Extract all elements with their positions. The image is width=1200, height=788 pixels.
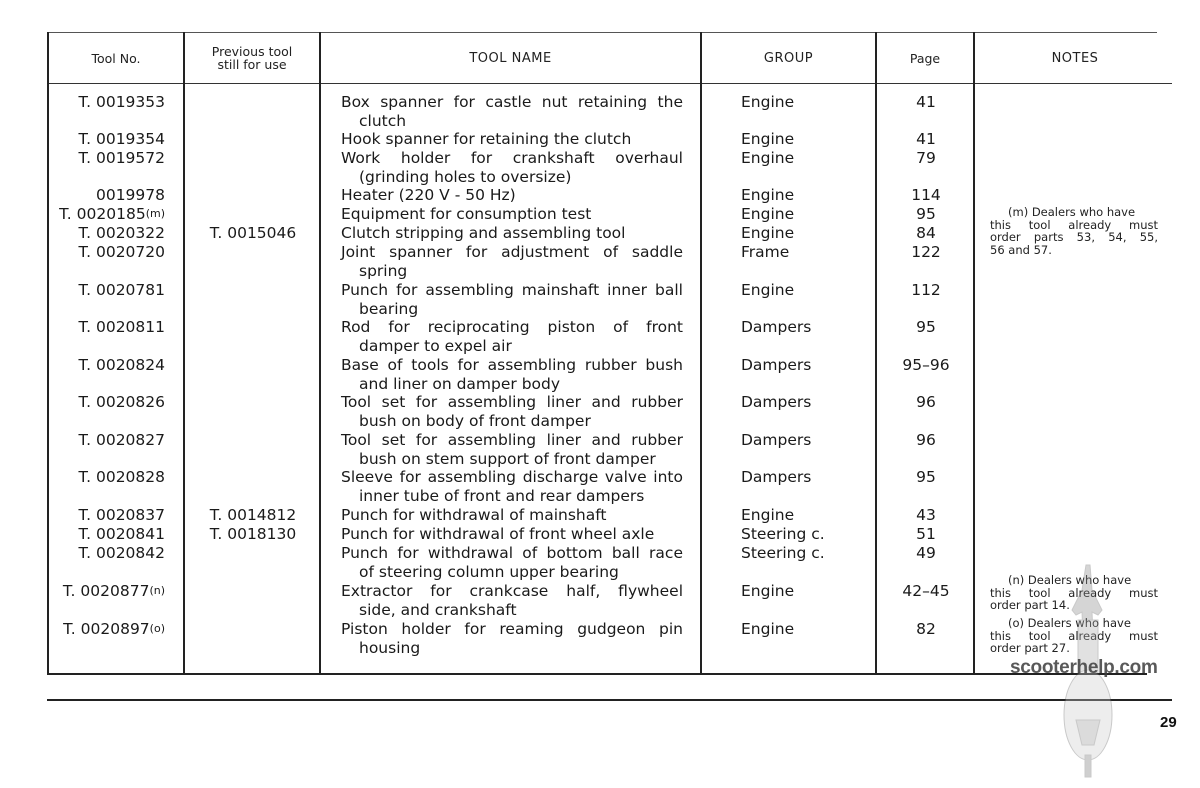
- tool-group: Engine: [741, 205, 795, 223]
- tool-number-value: T. 0020897: [63, 620, 150, 638]
- tool-name: [341, 620, 683, 658]
- header-previous-line1: Previous tool: [211, 44, 293, 59]
- tool-name: [341, 506, 683, 525]
- tool-group: Frame: [741, 243, 790, 261]
- table-bottom-rule: [47, 673, 1147, 675]
- tool-number: [30, 281, 165, 300]
- tool-name: [341, 130, 683, 149]
- tool-name-line1: Box spanner for castle nut retaining the: [341, 93, 683, 111]
- tool-name-line1: Sleeve for assembling discharge valve into: [341, 468, 683, 486]
- header-tool-no: Tool No.: [91, 50, 141, 66]
- tool-number: [30, 93, 165, 112]
- tool-name-line2: spring: [359, 261, 408, 280]
- tool-name-line1: Rod for reciprocating piston of front: [341, 318, 683, 336]
- tool-number: [30, 431, 165, 450]
- tool-number-value: T. 0020811: [78, 318, 165, 336]
- tool-page: 79: [916, 149, 936, 167]
- tool-name-line2: housing: [359, 638, 421, 657]
- tool-name: [341, 186, 683, 205]
- tool-number-value: T. 0020827: [78, 431, 165, 449]
- tool-name-line2: of steering column upper bearing: [359, 562, 619, 581]
- column-divider: [47, 32, 49, 674]
- tool-number-value: T. 0020842: [78, 544, 165, 562]
- note-m: [990, 206, 1158, 256]
- tool-number-value: T. 0020185: [59, 205, 146, 223]
- tool-number: [30, 544, 165, 563]
- header-page: Page: [909, 50, 941, 66]
- tool-name: [341, 243, 683, 281]
- tool-name: [341, 356, 683, 394]
- tool-number: [30, 525, 165, 544]
- column-divider: [875, 32, 877, 674]
- note-n-line: (n) Dealers who have: [1008, 573, 1132, 587]
- tool-name: [341, 318, 683, 356]
- tool-page: 95: [916, 468, 936, 486]
- note-n-line: order part 14.: [990, 598, 1070, 612]
- tool-number-value: T. 0020841: [78, 525, 165, 543]
- tool-page: 41: [916, 93, 936, 111]
- tool-number: [30, 620, 165, 639]
- previous-tool: T. 0018130: [209, 525, 297, 543]
- footnote-mark: (n): [149, 584, 165, 597]
- tool-number: [30, 582, 165, 601]
- tool-group: Engine: [741, 93, 795, 111]
- tool-group: Steering c.: [741, 544, 825, 562]
- note-m-line: (m) Dealers who have: [1008, 205, 1136, 219]
- tool-name-line2: clutch: [359, 111, 407, 130]
- tool-group: Engine: [741, 506, 795, 524]
- tool-number: [30, 506, 165, 525]
- header-rule: [47, 83, 1172, 84]
- tool-group: Engine: [741, 582, 795, 600]
- tool-name-line1: Piston holder for reaming gudgeon pin: [341, 620, 683, 638]
- tool-page: 95: [916, 205, 936, 223]
- note-n: [990, 574, 1158, 612]
- tool-page: 43: [916, 506, 936, 524]
- tool-name-line2: damper to expel air: [359, 336, 512, 355]
- tool-group: Engine: [741, 186, 795, 204]
- tool-group: Dampers: [741, 431, 812, 449]
- tool-group: Dampers: [741, 393, 812, 411]
- tool-group: Engine: [741, 281, 795, 299]
- tool-page: 96: [916, 431, 936, 449]
- tool-name: [341, 93, 683, 131]
- tool-number: [30, 186, 165, 205]
- previous-tool: T. 0015046: [209, 224, 297, 242]
- header-previous-line2: still for use: [217, 57, 287, 72]
- tool-name-line1: Punch for withdrawal of mainshaft: [341, 506, 607, 524]
- tool-name-line1: Base of tools for assembling rubber bush: [341, 356, 683, 374]
- tool-page: 84: [916, 224, 936, 242]
- tool-number-value: T. 0019572: [78, 149, 165, 167]
- tool-name-line1: Extractor for crankcase half, flywheel: [341, 582, 683, 600]
- tool-number-value: T. 0019354: [78, 130, 165, 148]
- tool-page: 114: [911, 186, 941, 204]
- tool-page: 41: [916, 130, 936, 148]
- tool-name-line1: Work holder for crankshaft overhaul: [341, 149, 683, 167]
- tool-name: [341, 582, 683, 620]
- tool-number: [30, 468, 165, 487]
- page-footer-rule: [47, 699, 1172, 701]
- tool-name-line1: Tool set for assembling liner and rubber: [341, 431, 683, 449]
- header-previous-tool: [185, 33, 319, 83]
- note-n-line: this tool already must: [990, 585, 1158, 600]
- tool-page: 112: [911, 281, 941, 299]
- note-o: [990, 617, 1158, 655]
- tool-name: [341, 205, 683, 224]
- tool-name-line1: Punch for assembling mainshaft inner ball: [341, 281, 683, 299]
- tool-name: [341, 468, 683, 506]
- tool-number: [30, 205, 165, 224]
- tool-group: Steering c.: [741, 525, 825, 543]
- tool-number-value: T. 0020837: [78, 506, 165, 524]
- tool-name-line2: bush on body of front damper: [359, 411, 591, 430]
- header-group: GROUP: [763, 50, 814, 66]
- tool-number-value: T. 0020720: [78, 243, 165, 261]
- tool-number: [30, 318, 165, 337]
- tool-number: [30, 393, 165, 412]
- tool-number-value: T. 0020828: [78, 468, 165, 486]
- tool-name-line1: Hook spanner for retaining the clutch: [341, 130, 632, 148]
- tool-group: Engine: [741, 620, 795, 638]
- tool-number-value: 0019978: [95, 186, 165, 204]
- tool-name-line2: bearing: [359, 299, 419, 318]
- tool-name: [341, 393, 683, 431]
- tool-page: 42–45: [902, 582, 950, 600]
- tool-page: 95–96: [902, 356, 950, 374]
- note-o-line: this tool already must: [990, 628, 1158, 643]
- page-number: 29: [1160, 714, 1177, 731]
- previous-tool: T. 0014812: [209, 506, 297, 524]
- tool-name-line1: Clutch stripping and assembling tool: [341, 224, 626, 242]
- footnote-mark: (m): [145, 207, 165, 220]
- tool-name-line2: and liner on damper body: [359, 374, 561, 393]
- tool-number-value: T. 0020877: [62, 582, 150, 600]
- tool-name: [341, 224, 683, 243]
- tool-number-value: T. 0020826: [78, 393, 165, 411]
- tool-name-line2: inner tube of front and rear dampers: [359, 486, 645, 505]
- tool-name-line2: side, and crankshaft: [359, 600, 517, 619]
- tool-page: 49: [916, 544, 936, 562]
- tool-name-line1: Punch for withdrawal of bottom ball race: [341, 544, 683, 562]
- header-tool-name: TOOL NAME: [469, 50, 552, 66]
- tool-number: [30, 224, 165, 243]
- tool-number-value: T. 0019353: [78, 93, 165, 111]
- tool-name: [341, 431, 683, 469]
- column-divider: [319, 32, 321, 674]
- header-notes: NOTES: [1051, 50, 1099, 66]
- tool-name-line1: Tool set for assembling liner and rubber: [341, 393, 683, 411]
- tool-name: [341, 544, 683, 582]
- tool-group: Engine: [741, 130, 795, 148]
- tool-page: 51: [916, 525, 936, 543]
- note-m-line: 56 and 57.: [990, 242, 1052, 257]
- tool-name-line1: Heater (220 V - 50 Hz): [341, 186, 516, 204]
- tool-name-line1: Joint spanner for adjustment of saddle: [341, 243, 683, 261]
- column-divider: [183, 32, 185, 674]
- note-o-line: (o) Dealers who have: [1008, 616, 1131, 630]
- column-divider: [700, 32, 702, 674]
- tool-name-line2: bush on stem support of front damper: [359, 449, 656, 468]
- site-watermark: scooterhelp.com: [1010, 657, 1158, 678]
- tool-name-line2: (grinding holes to oversize): [359, 167, 572, 186]
- footnote-mark: (o): [149, 622, 165, 635]
- tool-group: Engine: [741, 149, 795, 167]
- tool-group: Dampers: [741, 318, 812, 336]
- note-o-line: order part 27.: [990, 641, 1070, 655]
- tool-page: 96: [916, 393, 936, 411]
- tool-page: 122: [911, 243, 941, 261]
- tool-group: Dampers: [741, 468, 812, 486]
- tool-page: 82: [916, 620, 936, 638]
- tool-number: [30, 130, 165, 149]
- tool-name-line1: Equipment for consumption test: [341, 205, 592, 223]
- tool-number: [30, 356, 165, 375]
- tool-number-value: T. 0020781: [78, 281, 165, 299]
- tool-group: Engine: [741, 224, 795, 242]
- tool-name: [341, 281, 683, 319]
- note-m-line: order parts 53, 54, 55,: [990, 230, 1158, 244]
- tool-number: [30, 243, 165, 262]
- tool-name-line1: Punch for withdrawal of front wheel axle: [341, 525, 655, 543]
- tool-name: [341, 525, 683, 544]
- tool-number-value: T. 0020824: [78, 356, 165, 374]
- tool-name: [341, 149, 683, 187]
- tool-number: [30, 149, 165, 168]
- column-divider: [973, 32, 975, 674]
- note-m-line: this tool already must: [990, 217, 1158, 232]
- tool-page: 95: [916, 318, 936, 336]
- tool-group: Dampers: [741, 356, 812, 374]
- tool-number-value: T. 0020322: [78, 224, 165, 242]
